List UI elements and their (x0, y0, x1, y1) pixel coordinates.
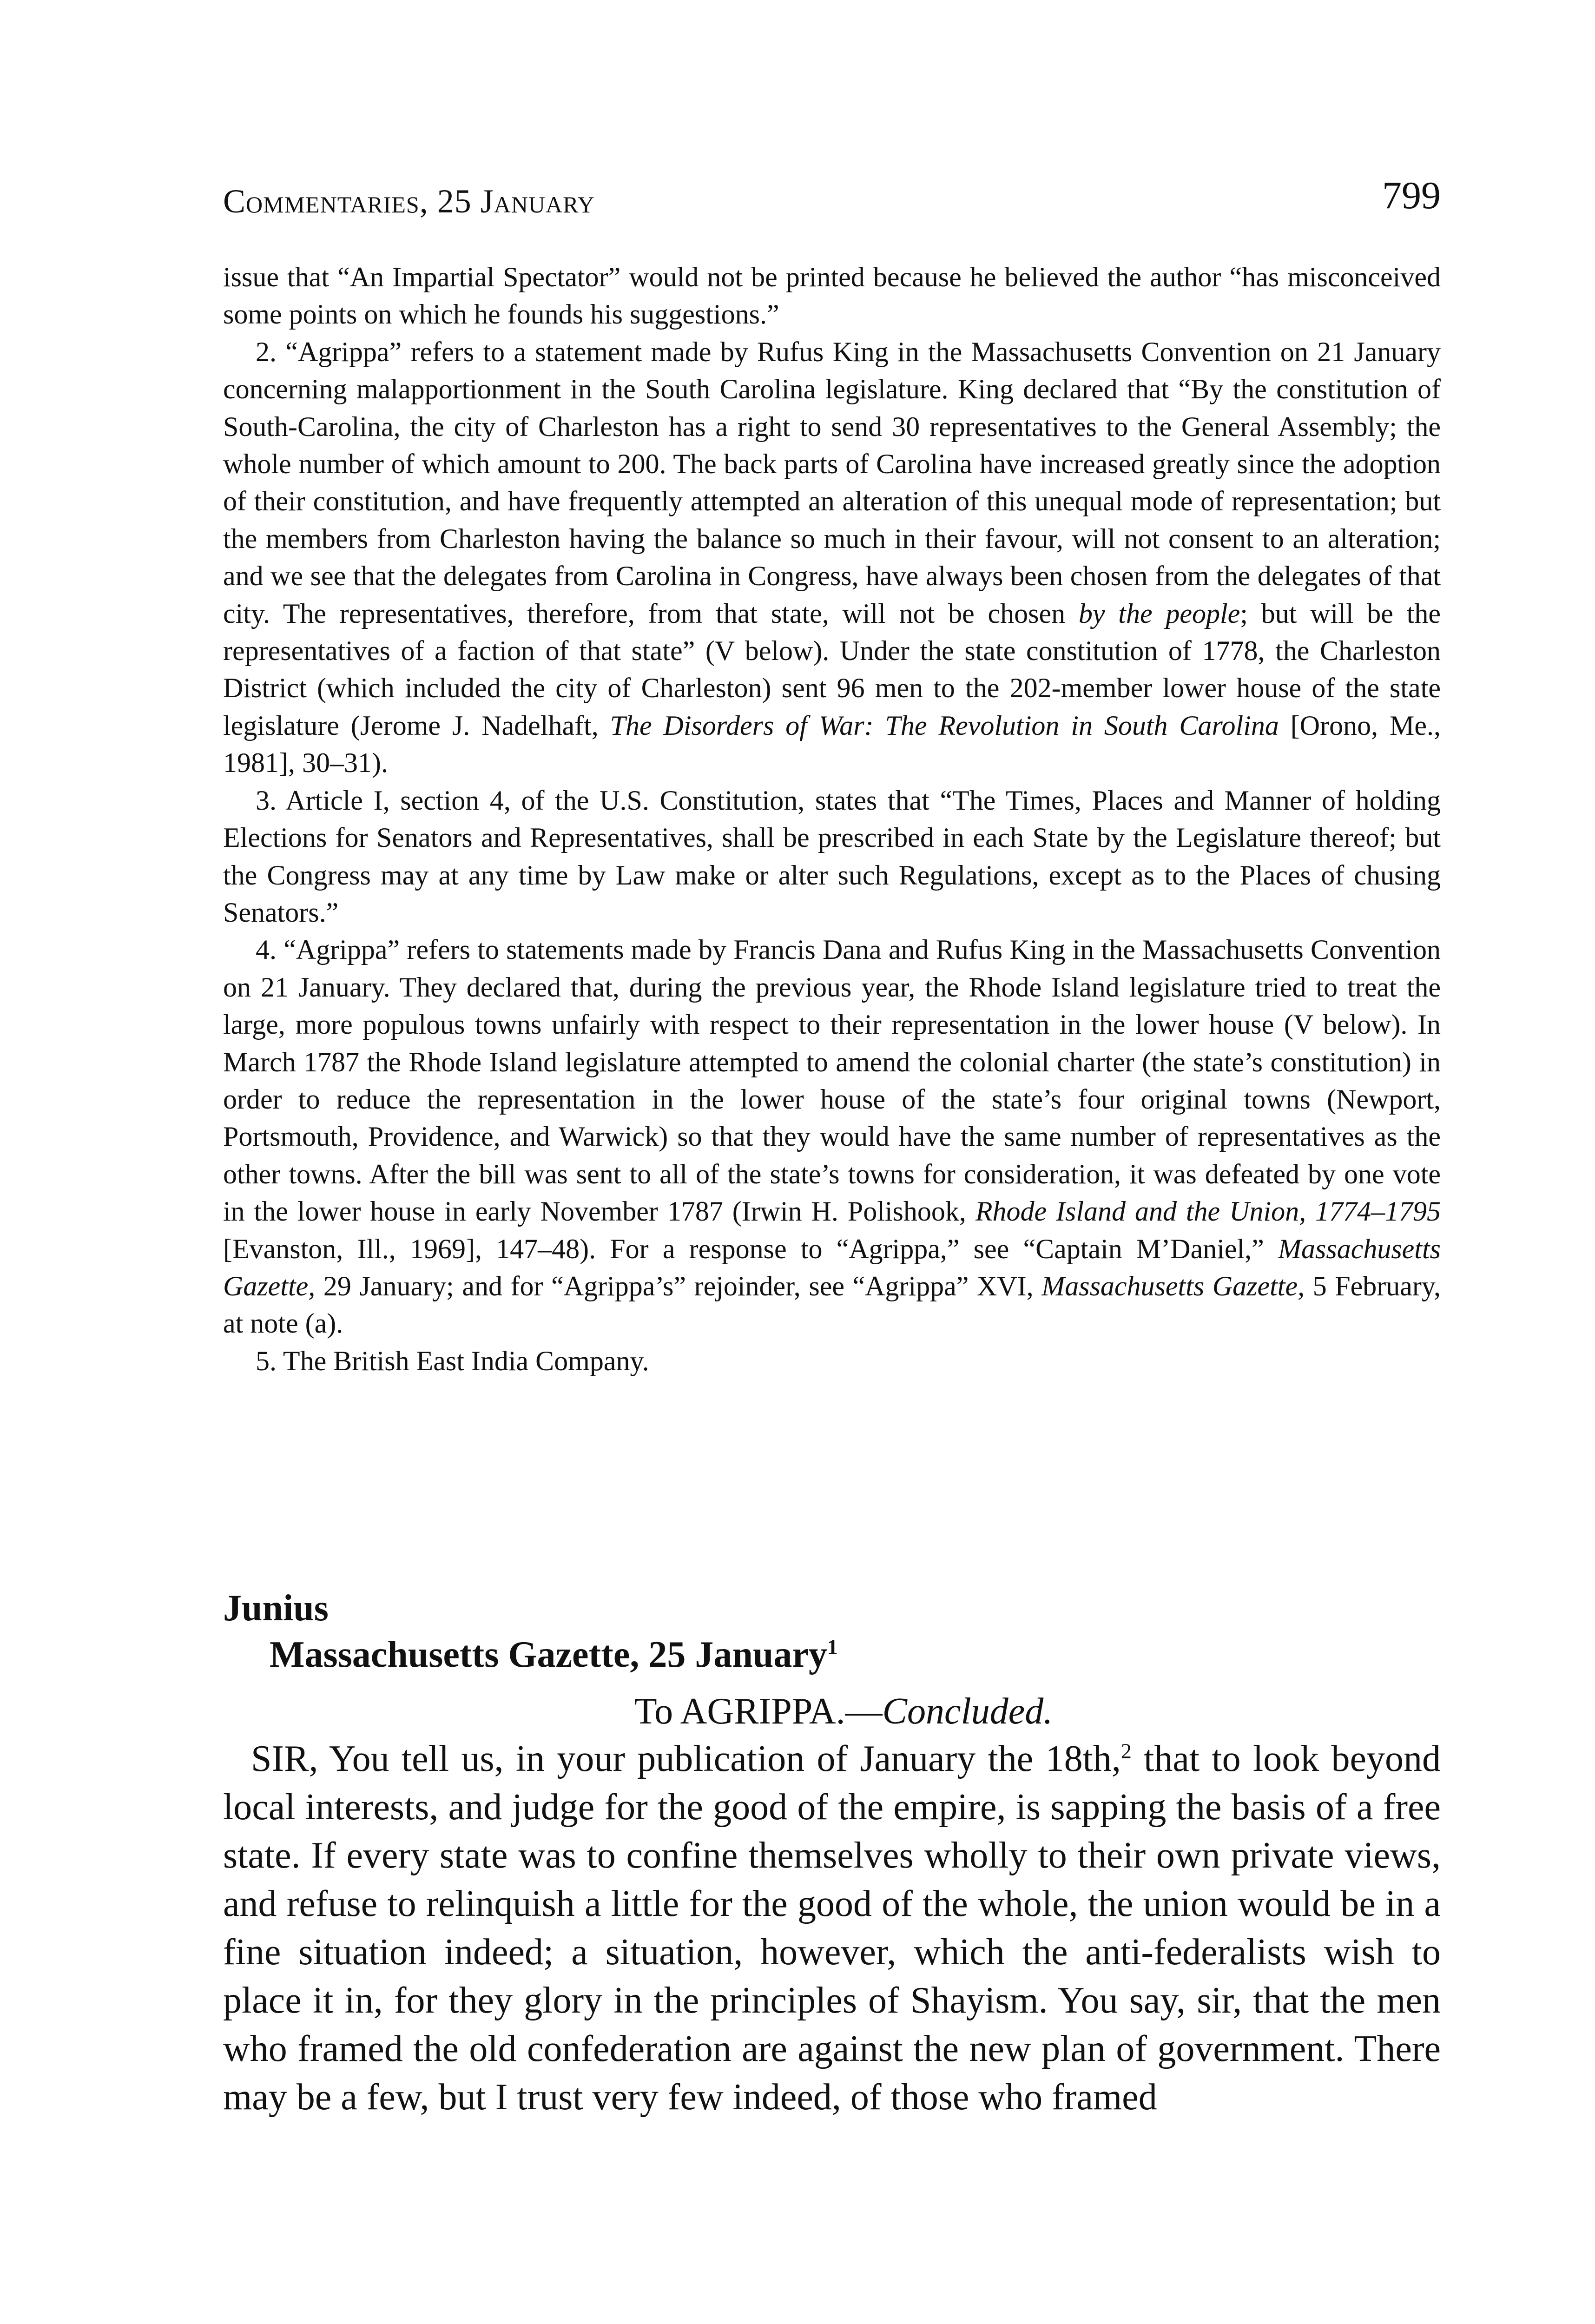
note-3-text: 3. Article I, section 4, of the U.S. Constitution, states that “The Times, Places and Manner of holding Elections for Senators and Representatives, shall be prescribed in each State by the Legislature thereof; but the Congress may at any time by Law make or alter such Regulations, except as to the Places of chusing Senators.” (223, 785, 1441, 928)
footnote-ref-1: 1 (827, 1635, 838, 1659)
note-2-text-a: 2. “Agrippa” refers to a statement made by Rufus King in the Massachusetts Convention on 21 January concerning malapportionment in the South Carolina legislature. King declared that “By the constitution of South-Carolina, the city of Charleston has a right to send 30 representatives to the General Assembly; the whole number of which amount to 200. The back parts of Carolina have increased greatly since the adoption of their constitution, and have frequently attempted an alteration of this unequal mode of representation; but the members from Charleston having the balance so much in their favour, will not consent to an alteration; and we see that the delegates from Carolina in Congress, have always been chosen from the delegates of that city. The representatives, therefore, from that state, will not be chosen (223, 336, 1441, 629)
note-4 (223, 931, 1441, 1342)
article-source-heading (270, 1631, 1441, 1678)
article-subtitle (223, 1688, 1441, 1735)
note-2-text-c: [Orono, Me., 1981], 30–31). (223, 710, 1441, 779)
footnote-ref-2: 2 (1120, 1739, 1132, 1763)
note-1-continuation (223, 258, 1441, 333)
note-4-newspaper-a: Massachusetts Gazette, (223, 1233, 1441, 1301)
article-body-text-b: that to look beyond local interests, and judge for the good of the empire, is sapping the basis of a free state. If every state was to confine themselves wholly to their own private views, and refuse to relinquish a little for the good of the whole, the union would be in a fine situation indeed; a situation, however, which the anti-federalists wish to place it in, for they glory in the principles of Shayism. You say, sir, that the men who framed the old confederation are against the new plan of government. There may be a few, but I trust very few indeed, of those who framed (223, 1738, 1441, 2118)
note-4-text-a: 4. “Agrippa” refers to statements made by Francis Dana and Rufus King in the Massachusetts Convention on 21 January. They declared that, during the previous year, the Rhode Island legislature tried to treat the large, more populous towns unfairly with respect to their representation in the lower house (V below). In March 1787 the Rhode Island legislature attempted to amend the colonial charter (the state’s constitution) in order to reduce the representation in the lower house of the state’s four original towns (Newport, Portsmouth, Providence, and Warwick) so that they would have the same number of representatives as the other towns. After the bill was sent to all of the state’s towns for consideration, it was defeated by one vote in the lower house in early November 1787 (Irwin H. Polishook, (223, 934, 1441, 1227)
note-4-text-c: 29 January; and for “Agrippa’s” rejoinder, see “Agrippa” XVI, (315, 1270, 1042, 1301)
note-5-text: 5. The British East India Company. (256, 1345, 649, 1376)
article-subtitle-text: To AGRIPPA.— (634, 1691, 883, 1732)
article-body-text-a: SIR, You tell us, in your publication of January the 18th, (251, 1738, 1121, 1779)
running-head-title: Commentaries, 25 January (223, 183, 595, 220)
note-2 (223, 333, 1441, 782)
note-4-newspaper-b: Massachusetts Gazette, (1041, 1270, 1305, 1301)
note-2-text-b: ; but will be the representatives of a faction of that state” (V below). Under the state constitution of 1778, the Charleston District (which included the city of Charleston) sent 96 men to the 202-member lower house of the state legislature (Jerome J. Nadelhaft, (223, 598, 1441, 741)
article-section (223, 1585, 1441, 2121)
endnotes-section (223, 258, 1441, 1380)
article-source-text: Massachusetts Gazette, 25 January (270, 1634, 827, 1675)
note-3 (223, 782, 1441, 931)
note-1-text: issue that “An Impartial Spectator” would not be printed because he believed the author “has misconceived some points on which he founds his suggestions.” (223, 262, 1441, 330)
note-2-book-title: The Disorders of War: The Revolution in South Carolina (610, 710, 1279, 741)
note-5 (223, 1342, 1441, 1380)
article-subtitle-italic: Concluded. (882, 1691, 1053, 1732)
note-4-book-title: Rhode Island and the Union, 1774–1795 (975, 1196, 1441, 1227)
note-2-emphasis-a: by the people (1078, 598, 1240, 629)
page-number: 799 (1382, 174, 1441, 217)
note-4-text-b: [Evanston, Ill., 1969], 147–48). For a response to “Agrippa,” see “Captain M’Daniel,” (223, 1233, 1279, 1264)
note-4-text-d: 5 February, at note (a). (223, 1270, 1441, 1339)
article-body (223, 1735, 1441, 2121)
article-author-heading: Junius (223, 1588, 329, 1629)
running-head (223, 173, 1441, 224)
